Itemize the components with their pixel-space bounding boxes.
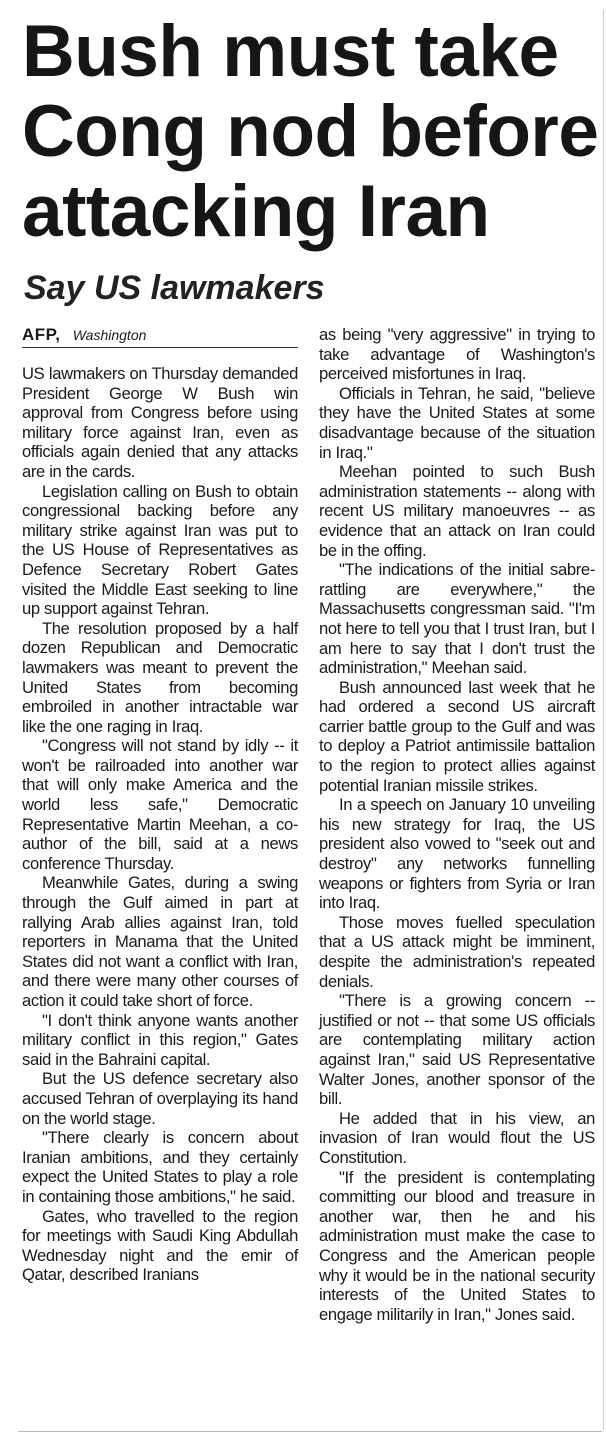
paragraph: Those moves fuelled speculation that a US attack might be imminent, despite the administration's repeated denials. (319, 912, 595, 991)
paragraph: "There clearly is concern about Iranian ambitions, and they certainly expect the United States to play a role in containing those ambitions," he said. (22, 1128, 298, 1206)
paragraph: Meehan pointed to such Bush administration statements -- along with recent US military manoeuvres -- as evidence that an attack on Iran could be in the offing. (319, 462, 595, 560)
paragraph: US lawmakers on Thursday demanded President George W Bush win approval from Congress before using military force against Iran, even as officials again denied that any attacks are in the cards. (22, 364, 298, 481)
headline: Bush must take Cong nod before attacking Iran (22, 11, 599, 252)
paragraph: In a speech on January 10 unveiling his new strategy for Iraq, the US president also vowed to "seek out and destroy" any networks funnelling weapons or fighters from Syria or Iran into Iraq. (319, 795, 595, 913)
article-column-2 (319, 325, 595, 1324)
subheadline: Say US lawmakers (24, 269, 325, 307)
paragraph: "I don't think anyone wants another military conflict in this region," Gates said in the Bahraini capital. (22, 1010, 298, 1069)
paragraph: "If the president is contemplating committing our blood and treasure in another war, then he and his administration must make the case to Congress and the American people why it would be in the national security interests of the United States to engage militarily in Iran," Jones said. (319, 1167, 595, 1324)
paragraph: Legislation calling on Bush to obtain congressional backing before any military strike against Iran was put to the US House of Representatives as Defence Secretary Robert Gates visited the Middle East seeking to line up support against Tehran. (22, 481, 298, 619)
paragraph: "Congress will not stand by idly -- it won't be railroaded into another war that will only make America and the world less safe," Democratic Representative Martin Meehan, a co-author of the bill, said at a news conference Thursday. (22, 736, 298, 873)
byline (22, 325, 298, 348)
paragraph: Gates, who travelled to the region for meetings with Saudi King Abdullah Wednesday night and the emir of Qatar, described Iranians (22, 1206, 298, 1285)
right-divider (603, 10, 604, 1430)
paragraph: He added that in his view, an invasion of Iran would flout the US Constitution. (319, 1108, 595, 1167)
paragraph: as being "very aggressive" in trying to take advantage of Washington's perceived misfortunes in Iraq. (319, 325, 595, 384)
paragraph: The resolution proposed by a half dozen Republican and Democratic lawmakers was meant to prevent the United States from becoming embroiled in another intractable war like the one raging in Iraq. (22, 618, 298, 736)
paragraph: Bush announced last week that he had ordered a second US aircraft carrier battle group to the Gulf and was to deploy a Patriot antimissile battalion to the region to protect allies against potential Iranian missile strikes. (319, 677, 595, 795)
byline-agency: AFP, (22, 325, 61, 344)
article-column-1 (22, 364, 298, 1285)
byline-place: Washington (72, 327, 147, 343)
paragraph: "The indications of the initial sabre-rattling are everywhere," the Massachusetts congressman said. "I'm not here to tell you that I trust Iran, but I am here to say that I don't trust the administration," Meehan said. (319, 560, 595, 678)
paragraph: "There is a growing concern -- justified or not -- that some US officials are contemplating military action against Iran," said US Representative Walter Jones, another sponsor of the bill. (319, 991, 595, 1109)
paragraph: Meanwhile Gates, during a swing through the Gulf aimed in part at rallying Arab allies against Iran, told reporters in Manama that the United States did not want a conflict with Iran, and there were many other courses of action it could take short of force. (22, 873, 298, 1010)
bottom-divider (18, 1431, 602, 1432)
paragraph: Officials in Tehran, he said, "believe they have the United States at some disadvantage because of the situation in Iraq." (319, 383, 595, 462)
paragraph: But the US defence secretary also accused Tehran of overplaying its hand on the world stage. (22, 1069, 298, 1128)
